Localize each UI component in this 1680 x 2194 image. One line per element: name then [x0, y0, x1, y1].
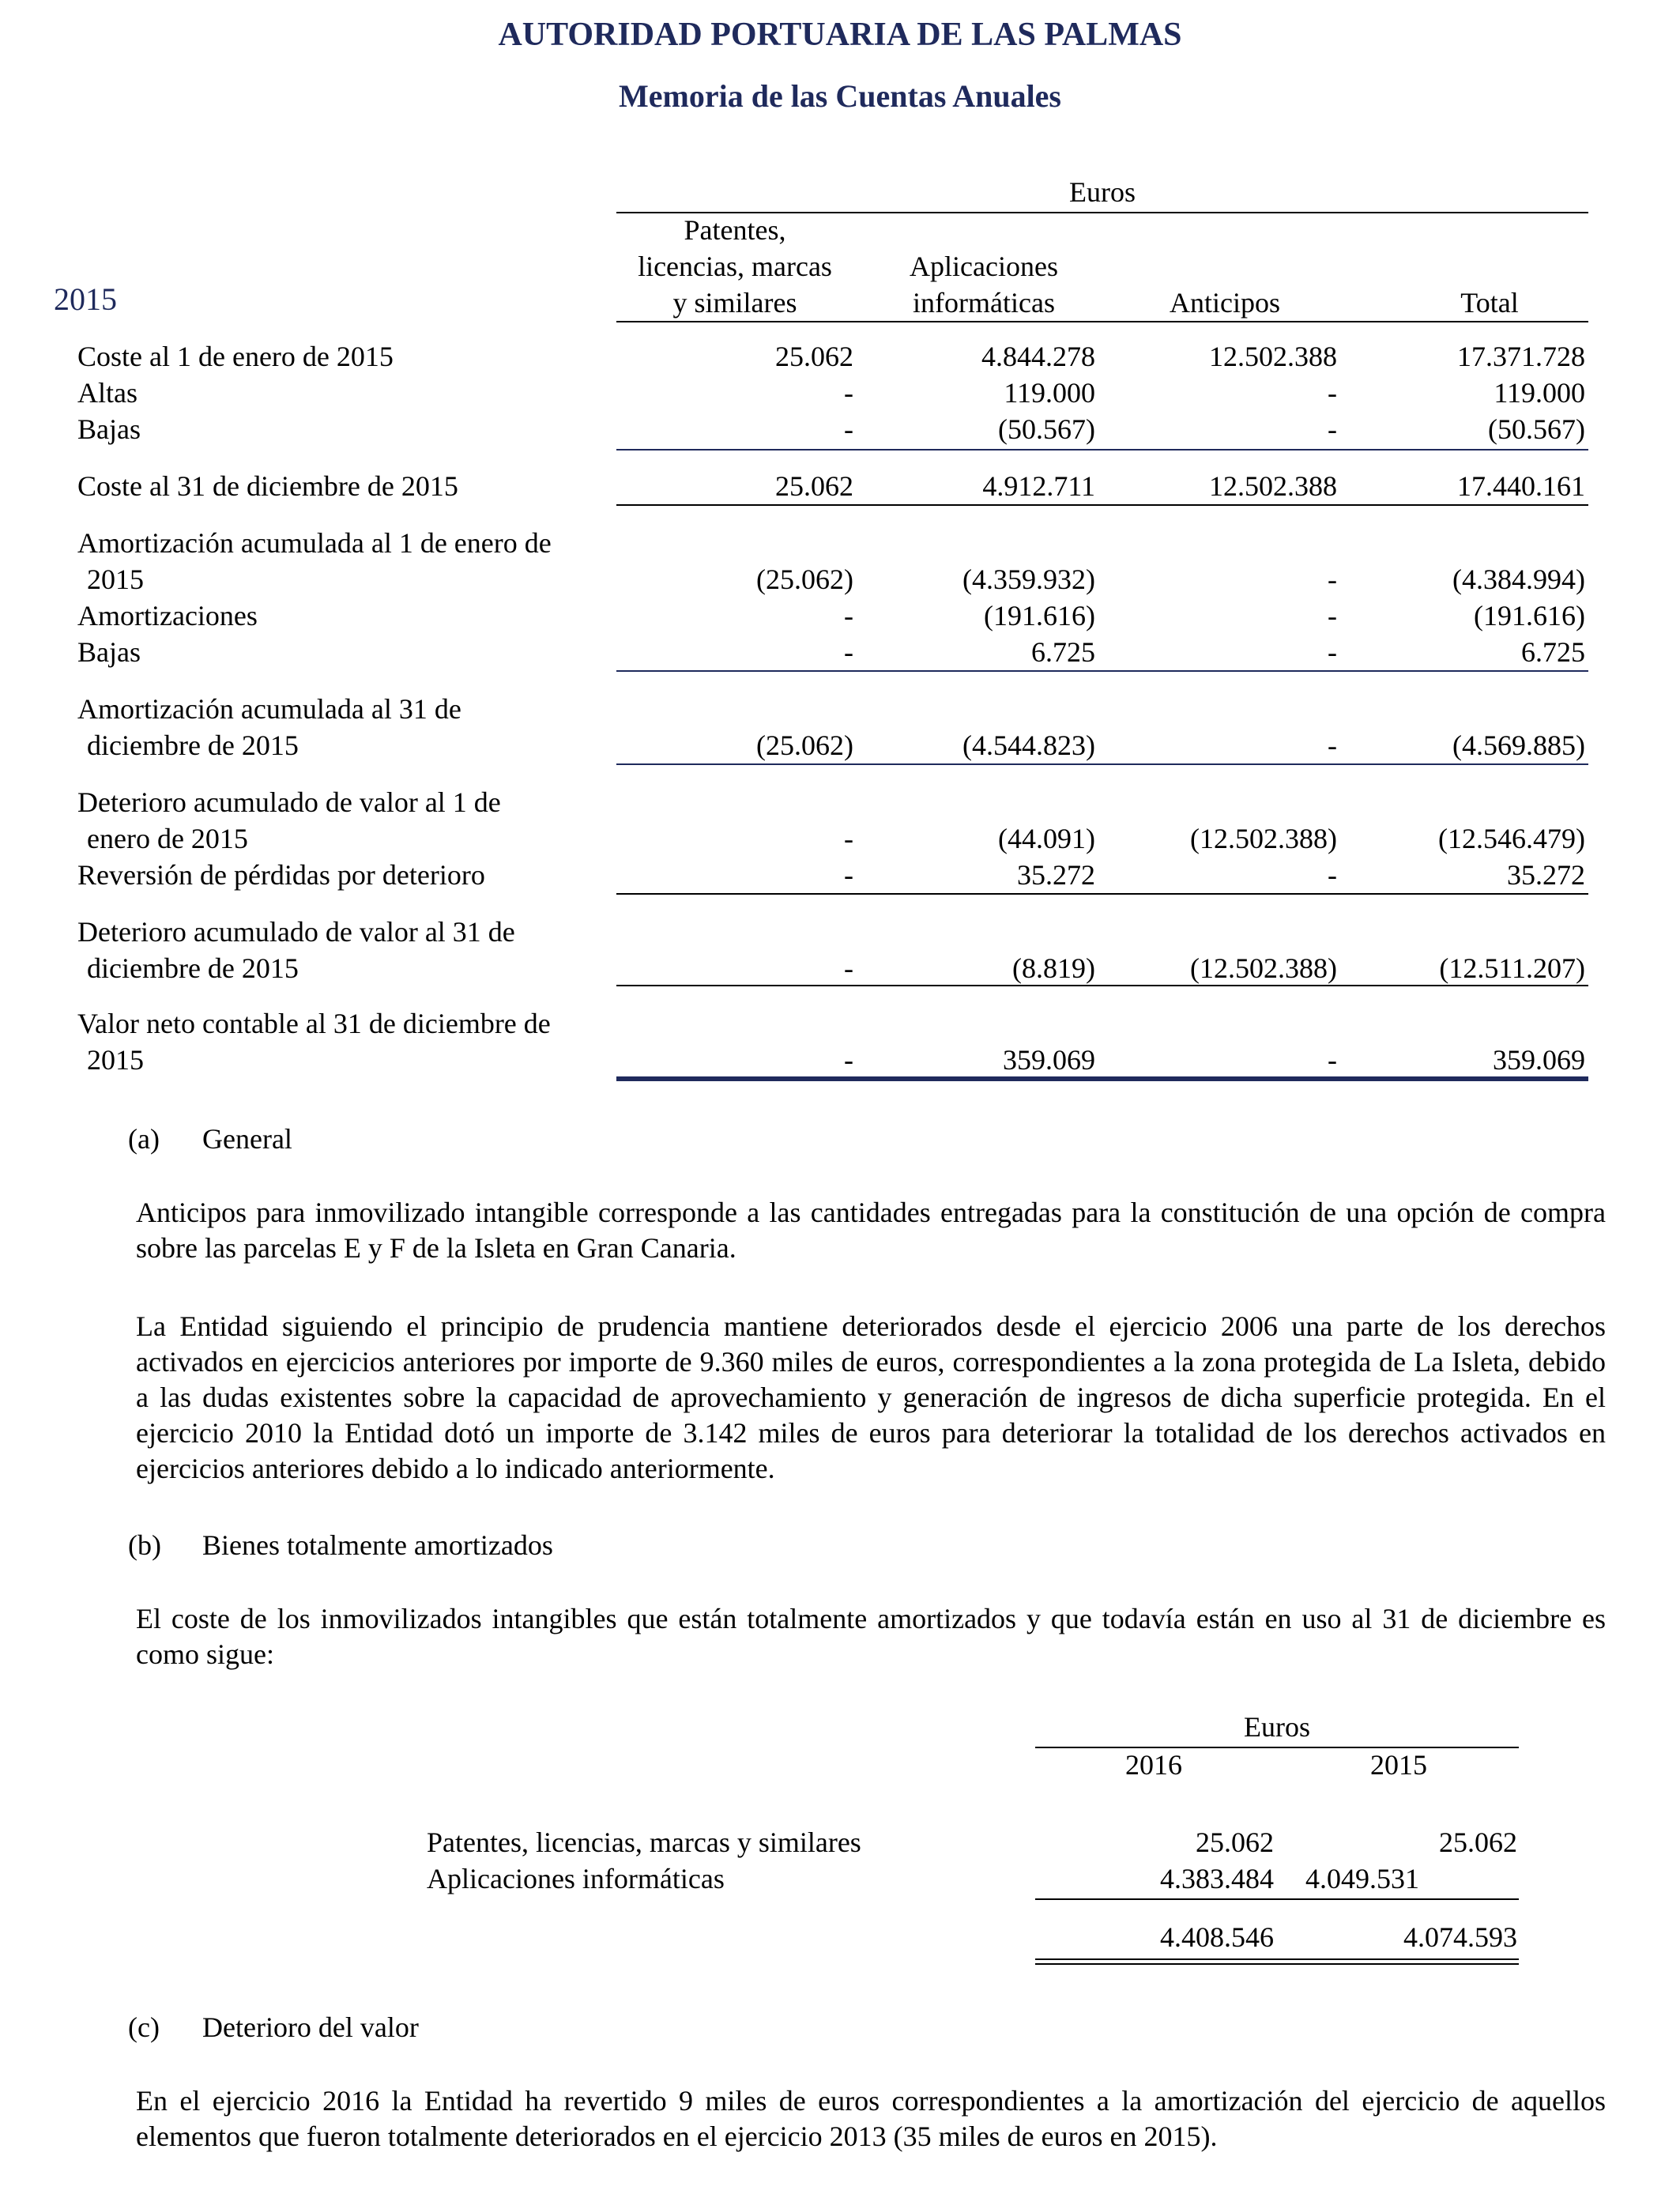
table1-cell: (191.616): [1474, 600, 1585, 631]
table1-cell: (12.502.388): [1190, 823, 1337, 854]
table2-total-rule-1: [1035, 1958, 1519, 1960]
section-a-marker: (a): [128, 1123, 160, 1155]
table1-cell: 17.371.728: [1457, 341, 1585, 372]
table1-cell: (4.359.932): [962, 564, 1095, 595]
table1-cell: (4.544.823): [962, 729, 1095, 761]
table1-cell: (12.511.207): [1439, 952, 1585, 984]
table1-col-patentes: Patentes, licencias, marcas y similares: [638, 214, 832, 319]
table2-subtotal-rule: [1035, 1898, 1519, 1900]
table2-total-2016: 4.408.546: [1160, 1921, 1274, 1953]
table1-row-label: Coste al 1 de enero de 2015: [77, 341, 394, 372]
table1-cell: -: [1328, 377, 1337, 409]
table1-cell: (8.819): [1012, 952, 1095, 984]
document-subtitle: Memoria de las Cuentas Anuales: [619, 78, 1061, 114]
table1-cell: -: [844, 859, 853, 891]
section-c-paragraph: En el ejercicio 2016 la Entidad ha revertido 9 miles de euros correspondientes a la amortización del ejercicio de aquellos elementos que fueron totalmente deteriorados en el ejercicio 2013 (35 miles de euros en 2015).: [136, 2085, 1606, 2152]
table1-cell: 6.725: [1031, 636, 1095, 668]
table1-col-aplicaciones: Aplicaciones informáticas: [910, 251, 1058, 319]
table2-year-2016: 2016: [1125, 1749, 1182, 1781]
table1-cell: 119.000: [1004, 377, 1095, 409]
table2-row-label: Patentes, licencias, marcas y similares: [427, 1826, 861, 1858]
table1-cell: -: [844, 952, 853, 984]
table2-cell: 4.049.531: [1305, 1863, 1419, 1894]
section-b-paragraph: El coste de los inmovilizados intangibles que están totalmente amortizados y que todavía están en uso al 31 de diciembre es como sigue:: [136, 1603, 1606, 1670]
table2-total-rule-2: [1035, 1963, 1519, 1965]
table1-cell: 4.912.711: [982, 470, 1095, 502]
section-a-heading: General: [202, 1123, 292, 1155]
table1-row-label: Valor neto contable al 31 de diciembre de 2015: [77, 1008, 551, 1076]
table1-cell: -: [1328, 413, 1337, 445]
section-a-paragraph-1: Anticipos para inmovilizado intangible corresponde a las cantidades entregadas para la constitución de una opción de compra sobre las parcelas E y F de la Isleta en Gran Canaria.: [136, 1197, 1606, 1264]
table1-cell: 25.062: [775, 470, 853, 502]
table1-cell: -: [1328, 1044, 1337, 1076]
table1-cell: (44.091): [998, 823, 1095, 854]
table2-cell: 4.383.484: [1160, 1863, 1274, 1894]
table1-cell: (50.567): [1488, 413, 1585, 445]
table1-cell: 4.844.278: [981, 341, 1095, 372]
table1-row-label: Altas: [77, 377, 137, 409]
table1-cell: -: [844, 600, 853, 631]
section-b-heading: Bienes totalmente amortizados: [202, 1529, 553, 1561]
table1-col-total: Total: [1460, 287, 1519, 319]
table1-cell: (191.616): [984, 600, 1095, 631]
table1-cell: 119.000: [1494, 377, 1585, 409]
section-c-heading: Deterioro del valor: [202, 2011, 419, 2043]
table2-cell: 25.062: [1196, 1826, 1274, 1858]
table2-year-2015: 2015: [1370, 1749, 1427, 1781]
table1-cell: -: [844, 823, 853, 854]
table1-cell: -: [844, 1044, 853, 1076]
table1-cell: -: [1328, 564, 1337, 595]
table1-cell: 359.069: [1003, 1044, 1095, 1076]
table1-row-label: Amortizaciones: [77, 600, 258, 631]
table1-row-label: Amortización acumulada al 1 de enero de 2015: [77, 527, 552, 595]
table1-cell: -: [844, 377, 853, 409]
table1-cell: -: [1328, 859, 1337, 891]
table1-cell: (50.567): [998, 413, 1095, 445]
table1-rule: [616, 985, 1588, 986]
table1-currency: Euros: [1069, 176, 1136, 208]
table1-header-rule: [616, 321, 1588, 322]
table1-cell: -: [844, 413, 853, 445]
table1-row-label: Amortización acumulada al 31 de diciembre de 2015: [77, 693, 461, 761]
table1-cell: (25.062): [756, 564, 853, 595]
table2-cell: 25.062: [1439, 1826, 1517, 1858]
document-title: AUTORIDAD PORTUARIA DE LAS PALMAS: [498, 17, 1182, 53]
table1-rule: [616, 504, 1588, 506]
table1-cell: 6.725: [1521, 636, 1585, 668]
table1-cell: (12.546.479): [1438, 823, 1585, 854]
table1-cell: 12.502.388: [1209, 470, 1337, 502]
table1-rule: [616, 763, 1588, 765]
table1-rule: [616, 449, 1588, 450]
table1-col-anticipos: Anticipos: [1170, 287, 1280, 319]
table1-cell: 25.062: [775, 341, 853, 372]
table1-cell: 35.272: [1017, 859, 1095, 891]
table1-row-label: Bajas: [77, 413, 141, 445]
table1-cell: -: [1328, 636, 1337, 668]
table1-row-label: Deterioro acumulado de valor al 1 de enero de 2015: [77, 786, 501, 854]
table1-cell: -: [844, 636, 853, 668]
table1-row-label: Reversión de pérdidas por deterioro: [77, 859, 485, 891]
table1-cell: (12.502.388): [1190, 952, 1337, 984]
table1-cell: -: [1328, 600, 1337, 631]
table1-rule: [616, 670, 1588, 672]
table1-cell: 17.440.161: [1457, 470, 1585, 502]
section-c-marker: (c): [128, 2011, 160, 2043]
table1-cell: (4.384.994): [1452, 564, 1585, 595]
table2-currency: Euros: [1244, 1711, 1310, 1743]
table2-total-2015: 4.074.593: [1403, 1921, 1517, 1953]
table1-cell: 35.272: [1507, 859, 1585, 891]
table1-cell: 12.502.388: [1209, 341, 1337, 372]
table1-row-label: Deterioro acumulado de valor al 31 de diciembre de 2015: [77, 916, 515, 984]
table1-row-label: Bajas: [77, 636, 141, 668]
table1-cell: 359.069: [1493, 1044, 1585, 1076]
table1-cell: (25.062): [756, 729, 853, 761]
table1-cell: (4.569.885): [1452, 729, 1585, 761]
table1-cell: -: [1328, 729, 1337, 761]
table1-year: 2015: [54, 281, 117, 317]
table2-row-label: Aplicaciones informáticas: [427, 1863, 725, 1894]
section-a-paragraph-2: La Entidad siguiendo el principio de prudencia mantiene deteriorados desde el ejercicio 2006 una parte de los derechos activados en ejercicios anteriores por importe de 9.360 miles de euros, correspondientes a la zona protegida de La Isleta, debido a las dudas existentes sobre la capacidad de aprovechamiento y generación de ingresos de dicha superficie protegida. En el ejercicio 2010 la Entidad dotó un importe de 3.142 miles de euros para deteriorar la totalidad de los derechos activados en ejercicios anteriores debido a lo indicado anteriormente.: [136, 1310, 1606, 1484]
table1-rule: [616, 893, 1588, 895]
table1-row-label: Coste al 31 de diciembre de 2015: [77, 470, 458, 502]
table1-bottom-rule: [616, 1076, 1588, 1081]
section-b-marker: (b): [128, 1529, 161, 1561]
